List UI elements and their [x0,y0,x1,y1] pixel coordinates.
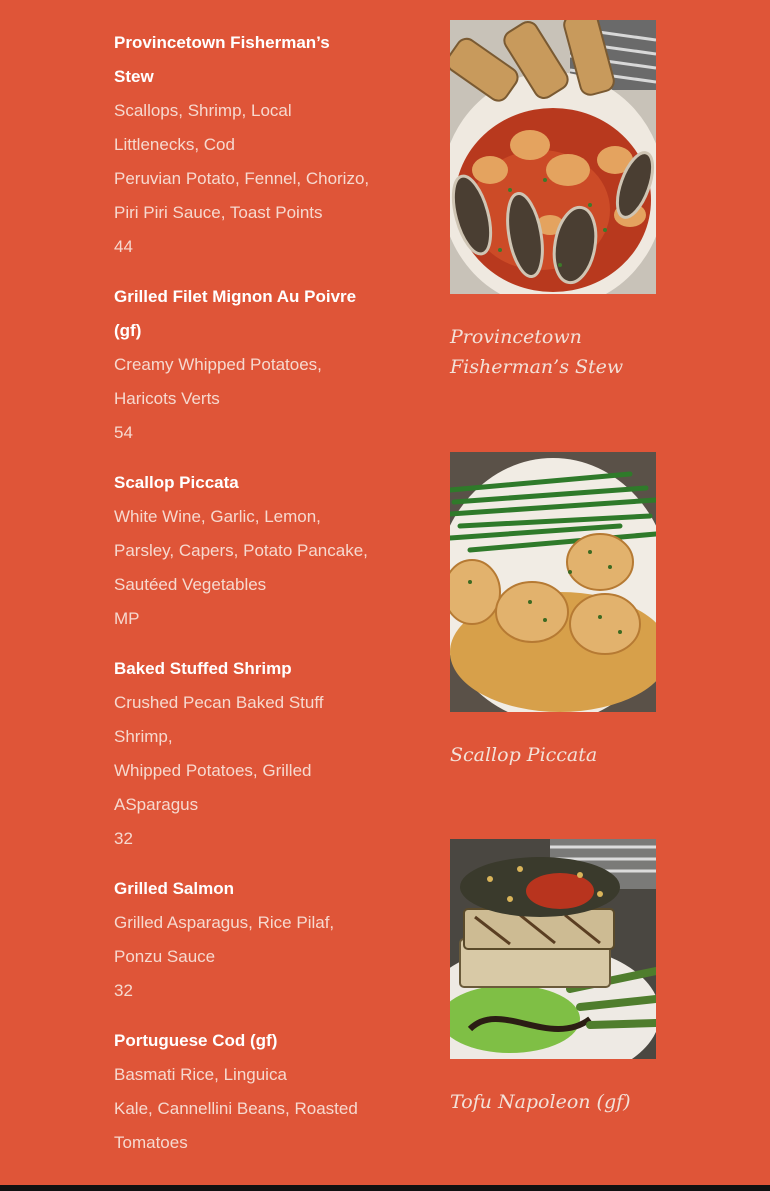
scallop-photo[interactable] [450,452,656,712]
menu-item-name: Portuguese Cod (gf) [114,1031,278,1050]
menu-item-price: 32 [114,829,133,848]
stew-photo[interactable] [450,20,656,294]
menu-item-scallop-piccata [114,466,374,636]
menu-item-description: Scallops, Shrimp, Local Littlenecks, Cod [114,101,292,154]
menu-item-grilled-salmon [114,872,374,1008]
tofu-photo[interactable] [450,839,656,1059]
menu-item-price: 32 [114,981,133,1000]
menu-list [114,26,374,1176]
menu-item-price: 44 [114,237,133,256]
menu-item-name: Scallop Piccata [114,473,239,492]
menu-item-filet-mignon [114,280,374,450]
stew-caption: Provincetown Fisherman’s Stew [450,326,624,378]
menu-item-description: Creamy Whipped Potatoes, Haricots Verts [114,355,322,408]
menu-item-price: 54 [114,423,133,442]
menu-item-description: Kale, Cannellini Beans, Roasted Tomatoes [114,1099,358,1152]
tofu-caption: Tofu Napoleon (gf) [450,1091,631,1113]
menu-item-description: Whipped Potatoes, Grilled ASparagus [114,761,312,814]
menu-item-fishermans-stew [114,26,374,264]
menu-item-name: Provincetown Fisherman’s Stew [114,33,330,86]
menu-item-name: Grilled Filet Mignon Au Poivre (gf) [114,287,357,340]
menu-item-price: MP [114,609,140,628]
menu-item-description: Crushed Pecan Baked Stuff Shrimp, [114,693,324,746]
menu-item-description: Basmati Rice, Linguica [114,1065,287,1084]
scallop-caption: Scallop Piccata [450,744,598,766]
bottom-bar [0,1185,770,1191]
menu-item-name: Grilled Salmon [114,879,234,898]
menu-item-description: White Wine, Garlic, Lemon, Parsley, Capers, Potato Pancake, Sautéed Vegetables [114,507,368,594]
menu-item-portuguese-cod [114,1024,374,1160]
menu-item-name: Baked Stuffed Shrimp [114,659,292,678]
menu-item-baked-stuffed-shrimp [114,652,374,856]
menu-item-description: Peruvian Potato, Fennel, Chorizo, Piri Piri Sauce, Toast Points [114,169,370,222]
menu-item-description: Grilled Asparagus, Rice Pilaf, Ponzu Sauce [114,913,335,966]
